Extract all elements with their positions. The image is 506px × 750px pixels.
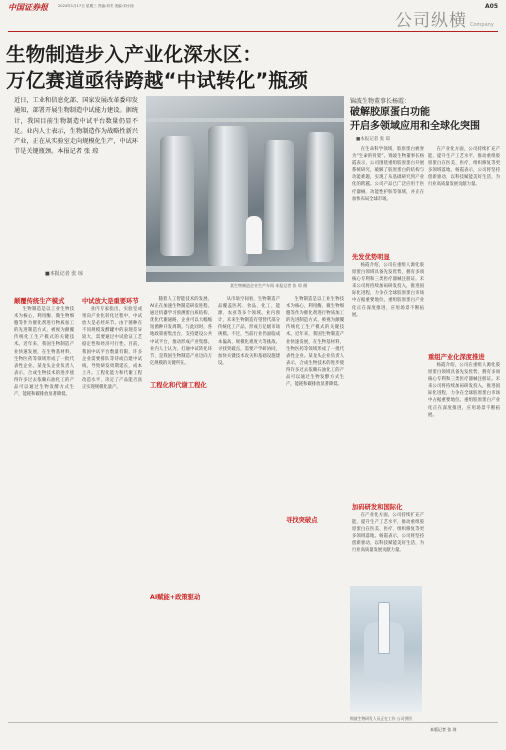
photo-caption: 某生物制造企业生产车间 本报记者 张 琼 摄 <box>230 283 308 288</box>
side-article-byline: ■本报记者 张 琼 <box>356 137 391 142</box>
side-column-1b <box>352 262 424 482</box>
side-column-2 <box>428 146 500 346</box>
section-heading: 先发优势明显 <box>352 254 390 261</box>
paragraph: 在产业化方面，公司持续扩充产能，提升生产工艺水平，推动重组胶原蛋白在医美、医疗、组织修复等更多领域落地。杨霞表示，公司将坚持创新驱动，以科技赋能美好生活，为行业高质量发展贡献力量。 <box>352 513 424 554</box>
article-column-5 <box>286 296 344 716</box>
editor-credit: 本版记者 张 琼 <box>430 727 457 732</box>
paragraph: 杨霞介绍，公司在重组人源化胶原蛋白领域具备先发优势，拥有多项核心专利和三类医疗器械注册证。未来公司将持续加码研发投入，推进国际化进程，力争在全球胶原蛋白市场中占据重要地位。重组胶原蛋白产业化正在深度推进，应用场景不断拓展。 <box>428 363 500 418</box>
worker-figure <box>246 216 262 254</box>
section-heading: 颠覆传统生产模式 <box>14 298 65 305</box>
section-heading: 寻找突破点 <box>286 517 318 524</box>
paragraph: 在生命科学领域，胶原蛋白被誉为“生命的骨架”。锦波生物董事长杨霞表示，公司围绕重组胶原蛋白开展系统研究，破解了胶原蛋白的结构与功能难题，实现了从基础研究到产业化的跨越。公司产品已广泛应用于医疗器械、功能性护肤等领域，并正在加快布局全球市场。 <box>352 147 424 202</box>
page-number: A05 <box>485 3 498 10</box>
paragraph: 从市场空间看，生物制造产品覆盖医药、食品、化工、能源、农业等多个领域。业内预计，未来生物制造有望替代部分传统化工产品，形成万亿级市场规模。不过，当前行业仍面临成本偏高、规模化难度大等挑战。寻找突破点，需要产学研协同，加快关键技术攻关和基础设施建设。 <box>218 297 280 366</box>
article-column-3 <box>150 296 212 716</box>
headline-line-2: 万亿赛道亟待跨越“中试转化”瓶颈 <box>6 69 308 92</box>
section-title-english: Company <box>470 22 494 28</box>
footer-divider <box>8 722 498 723</box>
section-heading: AI赋能+政策驱动 <box>150 594 201 601</box>
section-heading: 中试放大是重要环节 <box>82 298 139 305</box>
fermentation-tank <box>208 126 248 266</box>
section-heading: 工程化和代谢工程化 <box>150 382 207 389</box>
paragraph: 杨霞介绍，公司在重组人源化胶原蛋白领域具备先发优势，拥有多项核心专利和三类医疗器械注册证。未来公司将持续加码研发投入，推进国际化进程，力争在全球胶原蛋白市场中占据重要地位。重组胶原蛋白产业化正在深度推进，应用场景不断拓展。 <box>352 263 424 318</box>
paragraph: 在产业化方面，公司持续扩充产能，提升生产工艺水平，推动重组胶原蛋白在医美、医疗、组织修复等更多领域落地。杨霞表示，公司将坚持创新驱动，以科技赋能美好生活，为行业高质量发展贡献力量。 <box>428 147 500 188</box>
factory-photo <box>146 96 344 282</box>
side-column-1c <box>352 512 424 582</box>
paragraph: 业内专家指出，实验室成果向产业化转化过程中，中试放大是必经环节。由于菌种在不同规模发酵罐中的表现差异较大，需要通过中试验证工艺稳定性和经济可行性。目前，我国中试平台数量有限，许多企业需要排队等待或自建中试线，导致研发周期延长，成本上升。工程化能力和代谢工程改造水平，决定了产品能否真正实现规模化量产。 <box>82 307 142 391</box>
headline-line-1: 生物制造步入产业化深水区： <box>6 43 263 66</box>
header-divider <box>8 31 498 32</box>
fermentation-tank <box>160 136 194 256</box>
side-article-title <box>350 106 500 133</box>
side-column-1 <box>352 146 424 246</box>
issue-date-line: 2024年1月17日 星期三 责编:刘冬 美编:刘小扬 <box>58 4 134 8</box>
paragraph: 随着人工智能技术的发展，AI正在加速生物制造研发进程。通过机器学习预测蛋白质结构、优化代谢通路，企业可以大幅缩短菌种开发周期。与此同时，各地政策密集出台，支持建设公共中试平台，推动形成产业集群。业内人士认为，打通中试转化环节，是我国生物制造产业迈向万亿规模的关键所在。 <box>150 297 212 366</box>
side-article-kicker: 锦波生物董事长杨霞： <box>350 98 411 105</box>
fermentation-tank <box>306 132 334 262</box>
section-title: 公司纵横 <box>395 11 467 31</box>
lab-photo <box>350 586 422 712</box>
article-column-1 <box>14 306 74 716</box>
lab-photo-caption: 锦波生物研发人员正在工作 公司供图 <box>350 716 412 721</box>
paragraph: 生物制造是以工业生物技术为核心，利用酶、微生物细胞等作为催化剂进行物质加工的先进制造方式，被视为颠覆传统化工生产模式的关键技术。近年来，我国生物制造产业快速发展，在生物基材料、生物医药等领域形成了一批代表性企业。某龙头企业负责人表示，合成生物技术的进步使得许多过去依赖石油化工的产品可以通过生物发酵方式生产，能耗和碳排放显著降低。 <box>286 297 344 388</box>
fermentation-tank <box>264 140 294 250</box>
side-title-line-1: 破解胶原蛋白功能 <box>350 107 430 118</box>
side-column-2b <box>428 362 500 720</box>
main-headline <box>6 42 336 94</box>
article-column-4 <box>218 296 280 716</box>
section-heading: 加码研发和国际化 <box>352 504 403 511</box>
newspaper-masthead: 中国证券报 <box>8 2 48 12</box>
paragraph: 生物制造是以工业生物技术为核心，利用酶、微生物细胞等作为催化剂进行物质加工的先进制造方式，被视为颠覆传统化工生产模式的关键技术。近年来，我国生物制造产业快速发展，在生物基材料、生物医药等领域形成了一批代表性企业。某龙头企业负责人表示，合成生物技术的进步使得许多过去依赖石油化工的产品可以通过生物发酵方式生产，能耗和碳排放显著降低。 <box>14 307 74 398</box>
article-lead: 近日，工业和信息化部、国家发展改革委印发通知，部署开展生物制造中试能力建设。据统计，我国目前生物制造中试平台数量仍显不足。业内人士表示，生物制造作为战略性新兴产业，正在从实验室走向规模化生产，中试环节是关键瓶颈。本报记者 张 琼 <box>14 97 138 156</box>
test-vial <box>378 602 390 654</box>
pipe <box>146 118 344 122</box>
side-title-line-2: 开启多领域应用和全球化突围 <box>350 120 480 132</box>
section-heading: 重组产业化深度推进 <box>428 354 485 361</box>
article-column-2 <box>82 306 142 716</box>
article-byline: ■本报记者 张 琼 <box>45 271 83 277</box>
pipe <box>146 266 344 272</box>
